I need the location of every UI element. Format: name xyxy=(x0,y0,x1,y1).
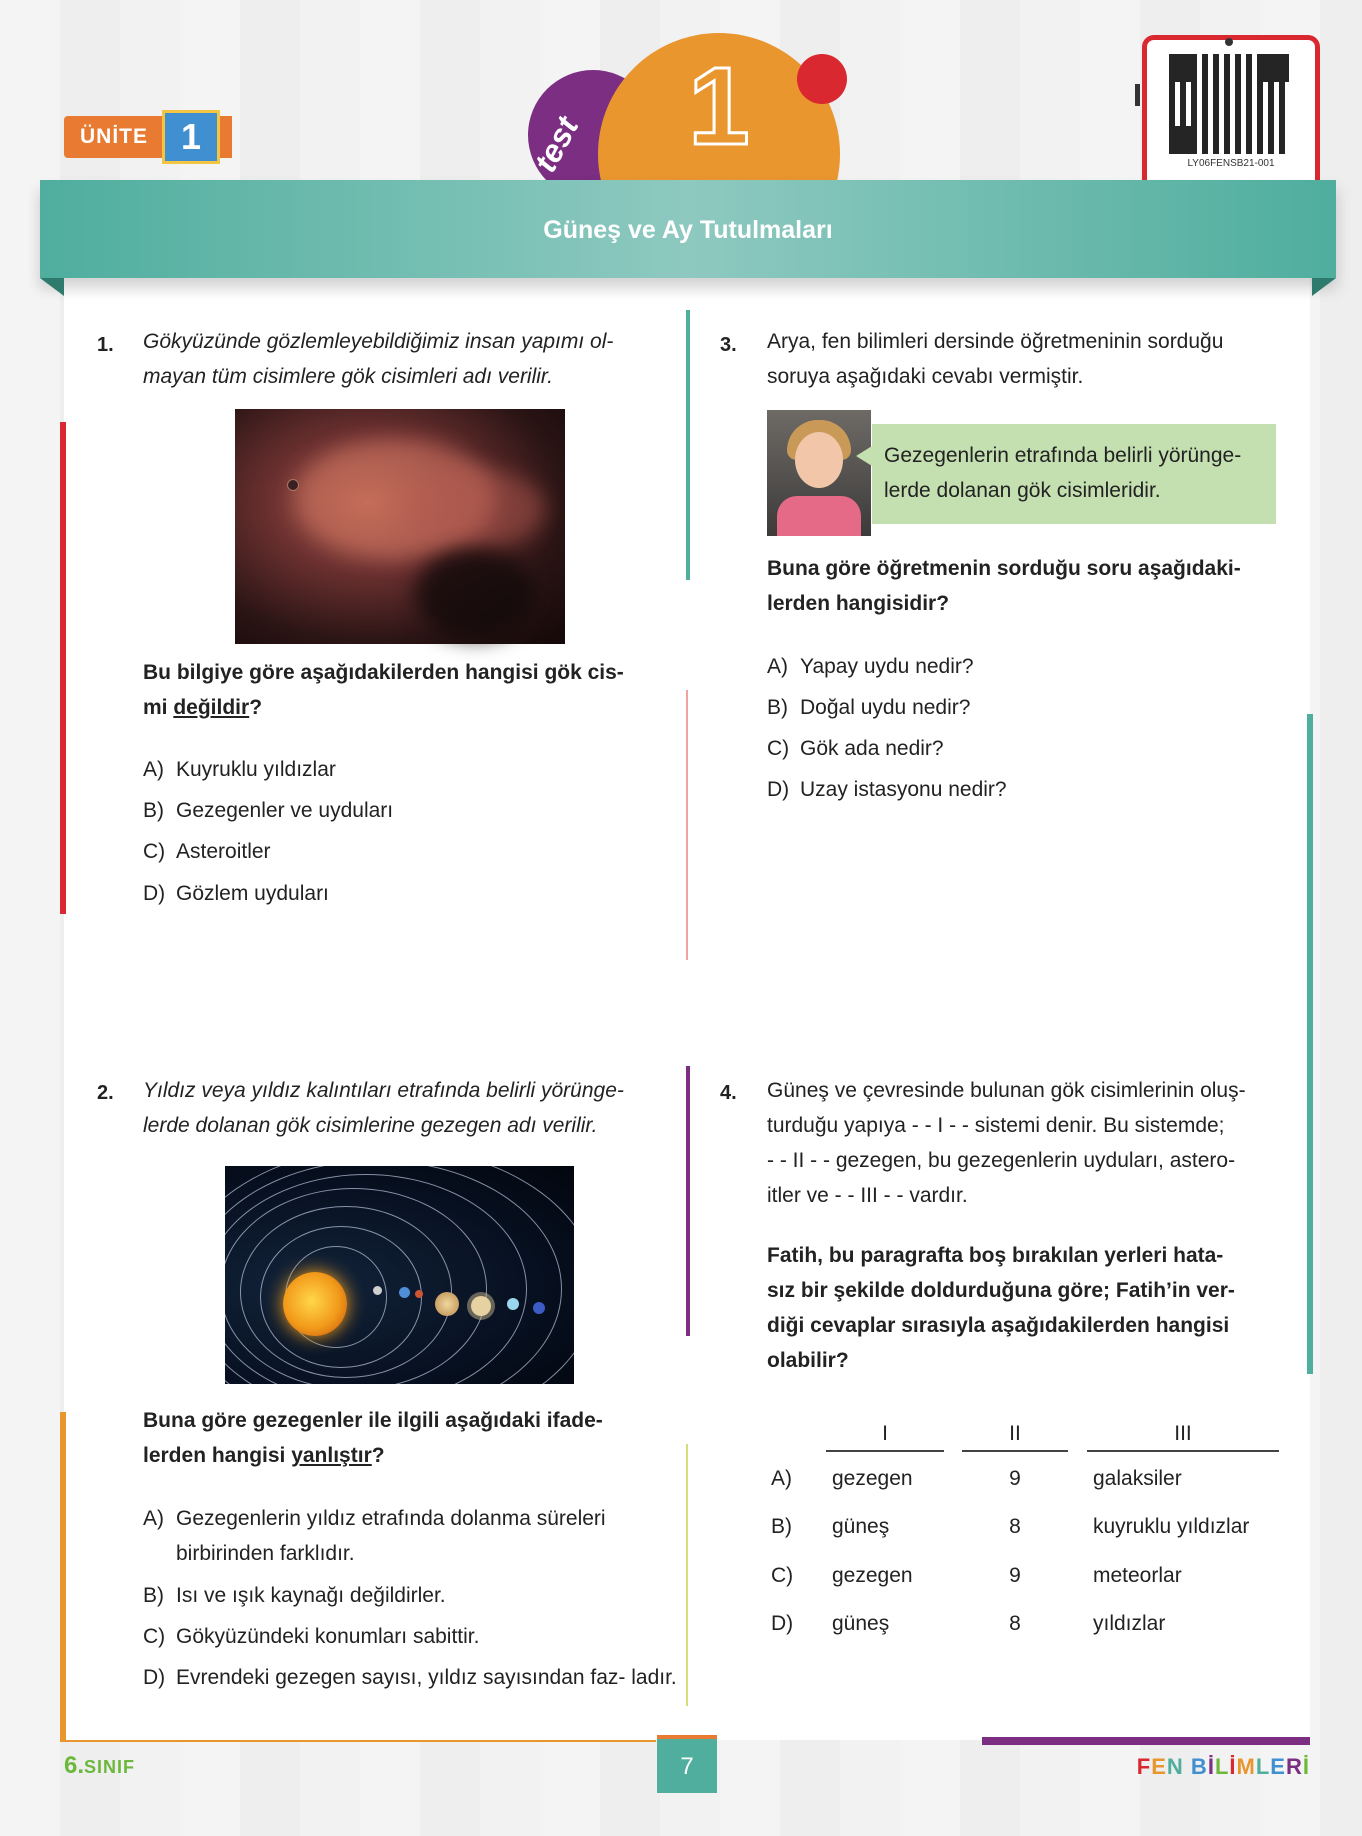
option-letter: D) xyxy=(767,778,790,801)
footer-rule-right xyxy=(982,1737,1310,1745)
q4-divider xyxy=(686,1066,690,1336)
q3-stem-line2: soruya aşağıdaki cevabı vermiştir. xyxy=(767,365,1084,388)
option-letter: C) xyxy=(771,1564,794,1587)
qr-code-icon[interactable] xyxy=(1169,54,1289,154)
q4-number: 4. xyxy=(720,1082,737,1104)
q3-divider xyxy=(686,310,690,580)
q1-option-a[interactable] xyxy=(143,752,336,787)
q3-stem-line1: Arya, fen bilimleri dersinde öğretmeninin sorduğu xyxy=(767,330,1224,353)
qr-code-text: LY06FENSB21-001 xyxy=(1187,158,1275,169)
q2-side-bar xyxy=(60,1412,66,1742)
subject-letter: İ xyxy=(1207,1754,1215,1779)
nebula-dark-cloud xyxy=(415,549,535,639)
nebula-cloud xyxy=(405,469,545,549)
option-text: Gökyüzündeki konumları sabittir. xyxy=(176,1625,480,1648)
subject-label xyxy=(1137,1754,1310,1780)
q4-stem-line3: - - II - - gezegen, bu gezegenlerin uyduları, astero- xyxy=(767,1149,1236,1172)
footer-rule-left xyxy=(64,1740,656,1742)
option-letter: C) xyxy=(143,840,166,863)
q4-stem-line4: itler ve - - III - - vardır. xyxy=(767,1184,968,1207)
q1-number: 1. xyxy=(97,334,114,356)
subject-letter: F xyxy=(1136,1754,1152,1779)
q2-option-d[interactable] xyxy=(143,1660,696,1695)
girl-shirt xyxy=(777,496,861,536)
option-letter: A) xyxy=(143,1507,164,1530)
option-letter: C) xyxy=(767,737,790,760)
grade-number: 6. xyxy=(64,1752,85,1779)
q1-stem-line1: Gökyüzünde gözlemleyebildiğimiz insan yapımı ol- xyxy=(143,330,614,353)
option-text: Gözlem uyduları xyxy=(176,882,329,905)
planet-dot xyxy=(287,479,299,491)
bubble-line: Gezegenlerin etrafında belirli yörünge- xyxy=(884,444,1242,467)
q3-option-c[interactable] xyxy=(767,731,944,766)
title-band xyxy=(40,180,1336,278)
option-letter: B) xyxy=(767,696,788,719)
option-letter: D) xyxy=(143,882,166,905)
option-text: Gök ada nedir? xyxy=(800,737,944,760)
option-text: Gezegenlerin yıldız etrafında dolanma süreleri birbirinden farklıdır. xyxy=(176,1507,606,1565)
option-letter: B) xyxy=(771,1515,792,1538)
girl-photo xyxy=(767,410,871,536)
option-letter: D) xyxy=(143,1666,166,1689)
table-header-rule xyxy=(962,1450,1068,1452)
page-title: Güneş ve Ay Tutulmaları xyxy=(543,216,833,244)
girl-face xyxy=(795,432,843,488)
q3-option-b[interactable] xyxy=(767,690,970,725)
q2-question-line1: Buna göre gezegenler ile ilgili aşağıdaki ifade- xyxy=(143,1409,603,1432)
solar-system-image xyxy=(225,1166,574,1384)
speech-bubble xyxy=(872,424,1276,524)
q1-option-b[interactable] xyxy=(143,793,393,828)
unit-label: ÜNİTE xyxy=(64,116,174,158)
q2-option-c[interactable] xyxy=(143,1619,479,1654)
q1-question-line1: Bu bilgiye göre aşağıdakilerden hangisi gök cis- xyxy=(143,661,624,684)
nebula-image xyxy=(235,409,565,644)
option-letter: B) xyxy=(143,1584,164,1607)
tablet-side-button xyxy=(1135,84,1140,106)
q1-side-bar xyxy=(60,422,66,914)
subject-letter: N xyxy=(1166,1754,1184,1779)
q4-stem-line2: turduğu yapıya - - I - - sistemi denir. Bu sistemde; xyxy=(767,1114,1225,1137)
q1-question-part: mi xyxy=(143,696,174,719)
page-number: 7 xyxy=(657,1735,717,1793)
speech-bubble-text xyxy=(884,438,1274,508)
band-fold-right xyxy=(1312,278,1336,296)
subject-letter: R xyxy=(1285,1754,1303,1779)
table-header-i: I xyxy=(882,1422,888,1445)
option-cell-ii: 9 xyxy=(1009,1467,1021,1490)
option-cell-ii: 8 xyxy=(1009,1515,1021,1538)
option-letter: B) xyxy=(143,799,164,822)
band-fold-left xyxy=(40,278,64,296)
q2-question-underlined: yanlıştır xyxy=(291,1444,372,1467)
q4-question-line3: diği cevaplar sırasıyla aşağıdakilerden hangisi xyxy=(767,1314,1230,1337)
orbit-ring xyxy=(225,1166,574,1384)
tablet-camera-dot xyxy=(1225,38,1233,46)
option-letter: C) xyxy=(143,1625,166,1648)
option-cell-iii: galaksiler xyxy=(1093,1467,1182,1490)
sun-icon xyxy=(283,1272,347,1336)
q1-question-line2 xyxy=(143,690,262,725)
option-letter: A) xyxy=(767,655,788,678)
q2-question-part: lerden hangisi xyxy=(143,1444,292,1467)
subject-letter: E xyxy=(1270,1754,1286,1779)
option-cell-ii: 9 xyxy=(1009,1564,1021,1587)
q4-stem-line1: Güneş ve çevresinde bulunan gök cisimlerinin oluş- xyxy=(767,1079,1246,1102)
q4-question-line1: Fatih, bu paragrafta boş bırakılan yerleri hata- xyxy=(767,1244,1224,1267)
option-text: Yapay uydu nedir? xyxy=(800,655,974,678)
planet-icon xyxy=(373,1286,382,1295)
option-cell-i: güneş xyxy=(832,1612,890,1635)
option-text: Doğal uydu nedir? xyxy=(800,696,971,719)
speech-bubble-pointer xyxy=(856,446,872,466)
option-cell-iii: yıldızlar xyxy=(1093,1612,1166,1635)
planet-icon xyxy=(533,1302,545,1314)
unit-number: 1 xyxy=(162,110,220,164)
subject-letter: İ xyxy=(1302,1754,1310,1779)
subject-letter: L xyxy=(1255,1754,1271,1779)
q3-number: 3. xyxy=(720,334,737,356)
option-cell-i: gezegen xyxy=(832,1467,913,1490)
grade-text: SINIF xyxy=(84,1757,136,1777)
q1-question-part: ? xyxy=(249,696,263,719)
q3-option-a[interactable] xyxy=(767,649,974,684)
q2-option-b[interactable] xyxy=(143,1578,446,1613)
planet-icon xyxy=(435,1292,459,1316)
option-text: Gezegenler ve uyduları xyxy=(176,799,394,822)
subject-letter: B xyxy=(1190,1754,1208,1779)
option-letter: A) xyxy=(771,1467,792,1490)
q1-question-underlined: değildir xyxy=(173,696,250,719)
table-header-rule xyxy=(1087,1450,1279,1452)
subject-letter: M xyxy=(1236,1754,1256,1779)
planet-icon xyxy=(399,1287,410,1298)
q2-option-a[interactable] xyxy=(143,1501,696,1571)
center-divider-1 xyxy=(686,690,688,960)
qr-tablet-frame[interactable] xyxy=(1142,35,1320,195)
test-number: 1 xyxy=(688,45,750,168)
test-word: test xyxy=(526,110,586,178)
unit-badge xyxy=(64,110,232,164)
q2-stem-line1: Yıldız veya yıldız kalıntıları etrafında belirli yörünge- xyxy=(143,1079,624,1102)
option-cell-i: güneş xyxy=(832,1515,890,1538)
subject-letter xyxy=(1184,1754,1191,1779)
q3-question-line1: Buna göre öğretmenin sorduğu soru aşağıdaki- xyxy=(767,557,1241,580)
q3-question-line2: lerden hangisidir? xyxy=(767,592,950,615)
option-text: Uzay istasyonu nedir? xyxy=(800,778,1007,801)
red-dot xyxy=(797,54,847,104)
option-text: Kuyruklu yıldızlar xyxy=(176,758,336,781)
q2-question-line2 xyxy=(143,1438,385,1473)
subject-letter: L xyxy=(1214,1754,1230,1779)
planet-icon xyxy=(507,1298,519,1310)
planet-icon xyxy=(471,1296,491,1316)
q4-question-line2: sız bir şekilde doldurduğuna göre; Fatih’in ver- xyxy=(767,1279,1235,1302)
option-text: Isı ve ışık kaynağı değildirler. xyxy=(176,1584,446,1607)
table-header-iii: III xyxy=(1174,1422,1192,1445)
q1-option-c[interactable] xyxy=(143,834,271,869)
q2-stem-line2: lerde dolanan gök cisimlerine gezegen adı verilir. xyxy=(143,1114,598,1137)
q1-stem-line2: mayan tüm cisimlere gök cisimleri adı verilir. xyxy=(143,365,553,388)
option-letter: A) xyxy=(143,758,164,781)
q2-question-part: ? xyxy=(371,1444,385,1467)
option-cell-iii: meteorlar xyxy=(1093,1564,1182,1587)
q1-option-d[interactable] xyxy=(143,876,329,911)
q3-option-d[interactable] xyxy=(767,772,1007,807)
option-cell-iii: kuyruklu yıldızlar xyxy=(1093,1515,1250,1538)
grade-label xyxy=(64,1752,135,1780)
right-side-bar xyxy=(1307,714,1313,1374)
q2-number: 2. xyxy=(97,1082,114,1104)
option-cell-ii: 8 xyxy=(1009,1612,1021,1635)
option-cell-i: gezegen xyxy=(832,1564,913,1587)
table-header-ii: II xyxy=(1009,1422,1021,1445)
subject-letter: E xyxy=(1151,1754,1167,1779)
bubble-line: lerde dolanan gök cisimleridir. xyxy=(884,479,1161,502)
planet-icon xyxy=(415,1290,423,1298)
subject-letter: İ xyxy=(1229,1754,1237,1779)
table-header-rule xyxy=(826,1450,944,1452)
option-text: Evrendeki gezegen sayısı, yıldız sayısından faz- ladır. xyxy=(176,1666,677,1689)
option-text: Asteroitler xyxy=(176,840,271,863)
q4-question-line4: olabilir? xyxy=(767,1349,849,1372)
option-letter: D) xyxy=(771,1612,794,1635)
